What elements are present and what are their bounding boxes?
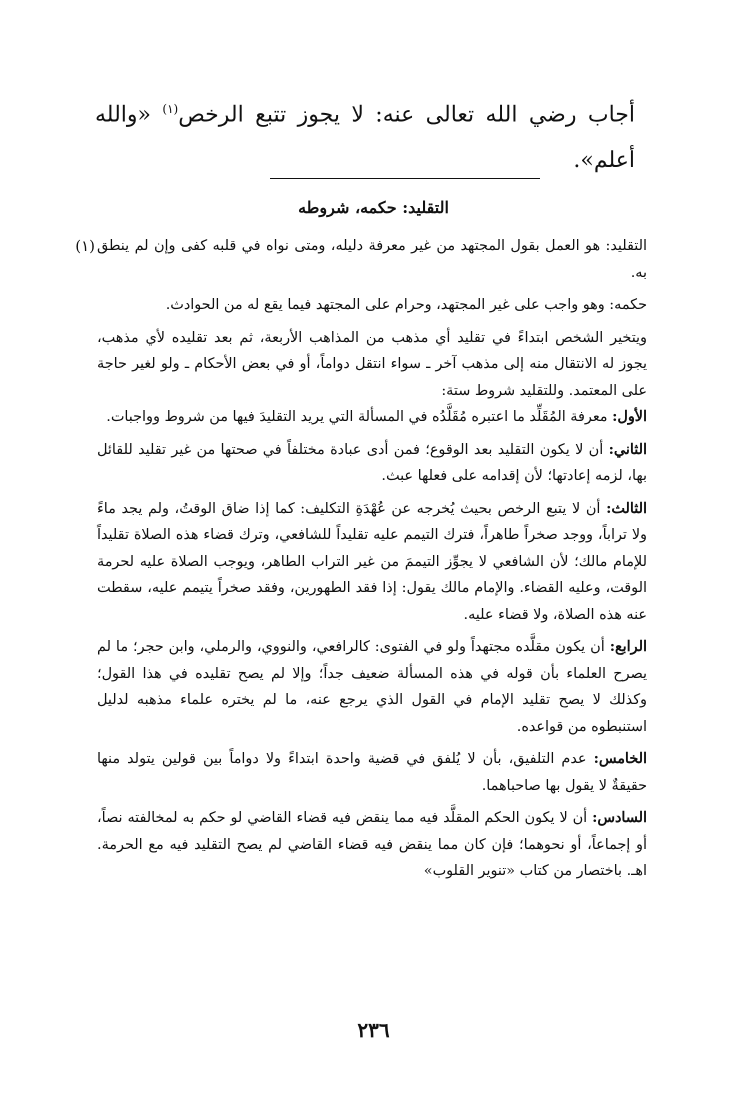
paragraph-text: أن لا يكون الحكم المقلَّد فيه مما ينقض فيه قضاء القاضي لو حكم به لمخالفته نصاً، أو إجماعاً، أو نحوهما؛ فإن كان مما ينقض فيه قضاء القاضي لم يصح التقليد فيه مع الحرمة. اهـ. باختصار من كتاب «تنوير القلوب» [97,810,647,879]
paragraph-text: أن لا يكون التقليد بعد الوقوع؛ فمن أدى عبادة مختلفاً في صحتها من غير تقليد للقائل بها، لزمه إعادتها؛ لأن إقدامه على فعلها عبث. [97,441,647,484]
footnote-paragraph [97,805,647,885]
paragraph-lead: الرابع: [609,638,647,655]
main-text [95,86,635,184]
paragraph-text: معرفة المُقَلِّد ما اعتبره مُقَلَّدُه في المسألة التي يريد التقليدَ فيها من شروط وواجبات. [106,409,613,425]
page-number: ٢٣٦ [357,1018,390,1042]
main-text-body: أجاب رضي الله تعالى عنه: لا يجوز تتبع الرخص [178,102,635,128]
footnote-paragraph [97,233,647,286]
footnote-divider [270,178,540,179]
footnote-paragraph [97,292,647,319]
main-text-end: «والله أعلم». [95,102,635,174]
paragraph-lead: الخامس: [593,750,647,767]
footnote-paragraph [97,496,647,629]
footnote-number: (١) [75,237,95,255]
paragraph-text: حكمه: وهو واجب على غير المجتهد، وحرام على المجتهد فيما يقع له من الحوادث. [165,297,647,313]
paragraph-lead: الثاني: [608,440,647,458]
paragraph-lead: السادس: [592,809,647,826]
paragraph-text: ويتخير الشخص ابتداءً في تقليد أي مذهب من المذاهب الأربعة، ثم بعد تقليده لأي مذهب، يجوز له الانتقال منه إلى مذهب آخر ـ سواء انتقل دواماً، أو في بعض الأحكام ـ ولو لغير حاجة على المعتمد. وللتقليد شروط ستة: [97,329,647,399]
footnote-paragraph [97,634,647,740]
paragraph-text: عدم التلفيق، بأن لا يُلفق في قضية واحدة ابتداءً ولا دواماً بين قولين يتولد منها حقيقةٌ لا يقول بها صاحباهما. [97,751,647,794]
footnote-body [97,233,647,885]
paragraph-text: أن يكون مقلَّده مجتهداً ولو في الفتوى: كالرافعي، والنووي، والرملي، وابن حجر؛ ما لم يصرح العلماء بأن قوله في هذه المسألة ضعيف جداً؛ وإلا لم يصح تقليده في هذا القول؛ وكذلك لا يصح تقليد الإمام في القول الذي يرجع عنه، ما لم يختره علماء مذهبه لدليل استنبطوه من قواعده. [97,639,647,735]
paragraph-lead: الثالث: [606,499,647,517]
paragraph-text: التقليد: هو العمل بقول المجتهد من غير معرفة دليله، ومتى نواه في قلبه كفى وإن لم ينطق به. [97,238,647,281]
paragraph-lead: الأول: [612,408,647,425]
footnote-paragraph [97,437,647,490]
footnote-paragraph [97,746,647,799]
paragraph-text: أن لا يتبع الرخص بحيث يُخرجه عن عُهْدَةِ التكليف: كما إذا ضاق الوقتُ، ولم يجد ماءً ولا تراباً، ووجد صخراً طاهراً، فترك التيمم عليه تقليداً للشافعي، وترك قضاء هذه الصلاة تقليداً للإمام مالك؛ لأن الشافعي لا يجوِّز التيممَ من غير التراب الطاهر، ويوجب الصلاة عليه لحرمة الوقت، وعليه القضاء. والإمام مالك يقول: إذا فقد الطهورين، وفقد صخراً يتيمم عليه، سقطت عنه هذه الصلاة، ولا قضاء عليه. [97,500,647,623]
footnote-title: التقليد: حكمه، شروطه [298,198,449,217]
footnote-reference: (١) [162,102,179,116]
footnote-paragraph [97,325,647,405]
footnote-paragraph [97,404,647,431]
